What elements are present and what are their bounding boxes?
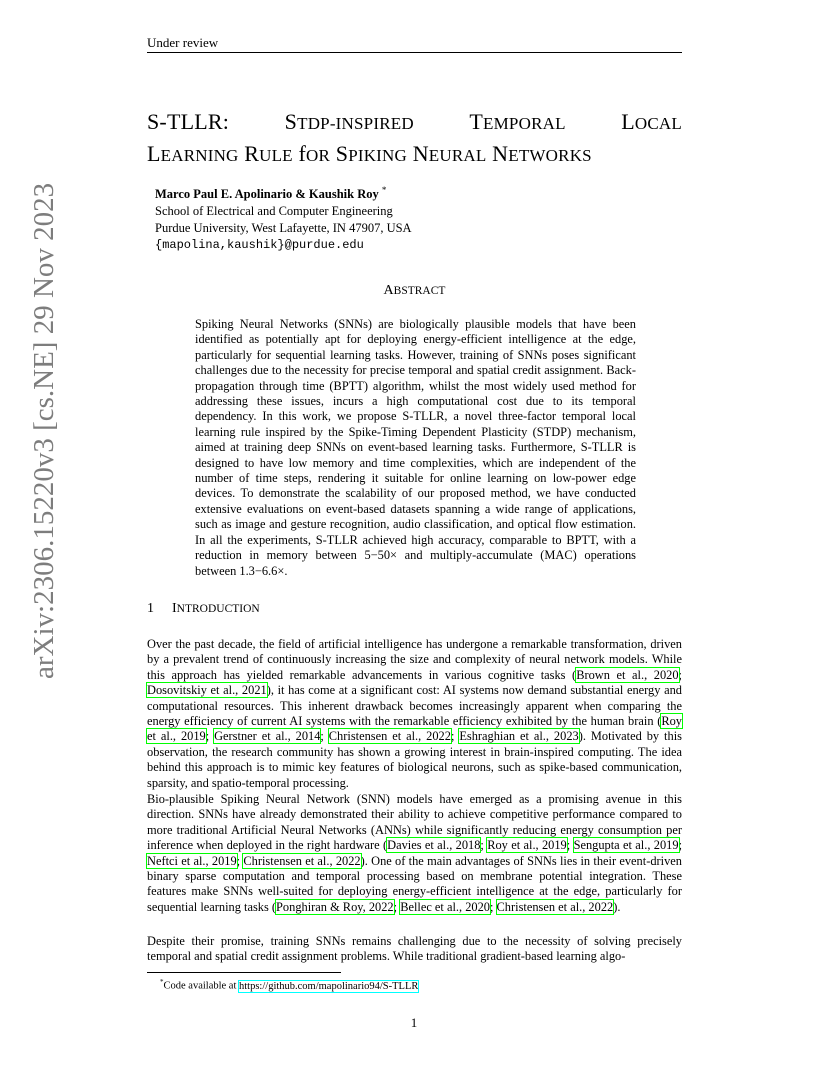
paper-title: [147, 107, 682, 171]
footnote: [160, 978, 418, 992]
citation-link[interactable]: Davies et al., 2018: [387, 838, 481, 853]
citation-link[interactable]: Roy et al., 2019: [147, 714, 682, 744]
abstract-heading-text: ABSTRACT: [383, 283, 446, 298]
running-head: Under review: [147, 35, 219, 50]
title-word: TEMPORAL: [469, 109, 566, 134]
paragraph-text: ).: [613, 899, 621, 914]
separator: ;: [236, 853, 244, 868]
paragraph-text: ). One of the main advantages of SNNs lies in their event-driven binary sparse computation and temporal processing based on membrane potential integration. These features make SNNs well-suited for deploying energy-efficient intelligence at the edge, particularly for sequential learning tasks (: [147, 853, 682, 914]
intro-paragraph-3: Despite their promise, training SNNs remains challenging due to the necessity of solving precisely temporal and spatial credit assignment problems. While traditional gradient-based learning algo-: [147, 934, 682, 964]
page-number: 1: [410, 1015, 418, 1030]
citation-link[interactable]: Christensen et al., 2022: [328, 729, 451, 744]
title-line-2: LEARNING RULE fOR SPIKING NEURAL NETWORKS: [147, 141, 592, 166]
separator: ;: [480, 838, 488, 853]
header-rule: [147, 52, 682, 53]
author-email: {mapolina,kaushik}@purdue.edu: [155, 238, 364, 253]
section-heading: [147, 601, 260, 617]
paragraph-text: ). Motivated by this observation, the research community has shown a growing interest in brain-inspired computing. The idea behind this approach is to mimic key features of biological neurons, such as spike-based communication, sparsity, and spatio-temporal processing.: [147, 729, 682, 790]
title-word: LOCAL: [621, 109, 682, 134]
separator: ;: [450, 729, 460, 744]
citation-link[interactable]: Christensen et al., 2022: [496, 899, 614, 914]
footnote-text: Code available at: [163, 980, 240, 992]
paragraph-text: ), it has come at a significant cost: AI systems now demand substantial energy and computational resources. This inherent drawback becomes increasingly apparent when comparing the energy efficiency of current AI systems with the remarkable efficiency exhibited by the human brain (: [147, 683, 682, 729]
separator: ;: [678, 667, 682, 682]
arxiv-identifier-stamp: arXiv:2306.15220v3 [cs.NE] 29 Nov 2023: [28, 182, 60, 679]
citation-link[interactable]: Gerstner et al., 2014: [214, 729, 321, 744]
citation-link[interactable]: Sengupta et al., 2019: [573, 838, 679, 853]
title-word: S-TLLR:: [147, 109, 230, 134]
citation-link[interactable]: Christensen et al., 2022: [243, 853, 361, 868]
citation-link[interactable]: Brown et al., 2020: [576, 667, 679, 682]
citation-link[interactable]: Roy et al., 2019: [487, 838, 567, 853]
separator: ;: [393, 899, 401, 914]
footnote-rule: [147, 972, 341, 973]
separator: ;: [205, 729, 215, 744]
separator: ;: [566, 838, 574, 853]
citation-link[interactable]: Ponghiran & Roy, 2022: [276, 899, 394, 914]
author-names: Marco Paul E. Apolinario & Kaushik Roy: [155, 187, 379, 202]
paragraph-text: Over the past decade, the field of artificial intelligence has undergone a remarkable transformation, driven by a prevalent trend of continuously increasing the size and complexity of neural network models. While this approach has yielded remarkable advancements in various cognitive tasks (: [147, 637, 682, 682]
abstract-heading: [147, 283, 682, 299]
footnote-mark: *: [160, 978, 164, 986]
intro-paragraph-2: [147, 792, 682, 915]
citation-link[interactable]: Neftci et al., 2019: [147, 853, 237, 868]
code-url-link[interactable]: https://github.com/mapolinario94/S-TLLR: [239, 980, 419, 992]
abstract-text: Spiking Neural Networks (SNNs) are biologically plausible models that have been identified as potentially apt for deploying energy-efficient intelligence at the edge, particularly for sequential learning tasks. However, training of SNNs poses significant challenges due to the necessity for precise temporal and spatial credit assignment. Back-propagation through time (BPTT) algorithm, whilst the most widely used method for addressing these issues, incurs a high computational cost due to its temporal dependency. In this work, we propose S-TLLR, a novel three-factor temporal local learning rule inspired by the Spike-Timing Dependent Plasticity (STDP) mechanism, aimed at training deep SNNs on event-based learning tasks. Furthermore, S-TLLR is designed to have low memory and time complexities, which are independent of the number of time steps, rendering it suitable for online learning on low-power edge devices. To demonstrate the scalability of our proposed method, we have conducted extensive evaluations on event-based datasets spanning a wide range of applications, such as image and gesture recognition, audio classification, and optical flow estimation. In all the experiments, S-TLLR achieved high accuracy, comparable to BPTT, with a reduction in memory between 5−50× and multiply-accumulate (MAC) operations between 1.3−6.6×.: [195, 317, 636, 578]
citation-link[interactable]: Bellec et al., 2020: [400, 899, 490, 914]
affiliation-line: Purdue University, West Lafayette, IN 47907, USA: [155, 221, 412, 236]
separator: ;: [490, 899, 497, 914]
paragraph-text: Bio-plausible Spiking Neural Network (SNN) models have emerged as a promising avenue in this direction. SNNs have already demonstrated their ability to achieve competitive performance compared to more traditional Artificial Neural Networks (ANNs) while significantly reducing energy consumption per inference when deployed in the right hardware (: [147, 792, 682, 853]
intro-paragraph-1: [147, 637, 682, 791]
citation-link[interactable]: Eshraghian et al., 2023: [459, 729, 579, 744]
separator: ;: [320, 729, 329, 744]
separator: ;: [678, 838, 683, 853]
section-number: 1: [147, 601, 154, 616]
section-title: INTRODUCTION: [172, 601, 260, 616]
author-footnote-mark: *: [381, 185, 387, 195]
author-block: [155, 182, 412, 254]
title-word: STDP-INSPIRED: [284, 109, 414, 134]
affiliation-line: School of Electrical and Computer Engineering: [155, 204, 393, 219]
citation-link[interactable]: Dosovitskiy et al., 2021: [147, 683, 267, 698]
